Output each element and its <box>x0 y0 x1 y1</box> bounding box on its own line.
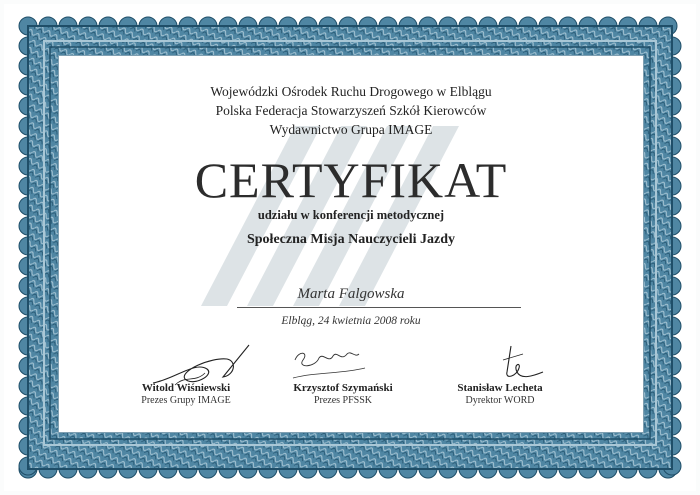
organizer-line-2: Polska Federacja Stowarzyszeń Szkół Kierowców <box>215 103 487 118</box>
recipient-underline <box>237 307 521 308</box>
signatory-3-role: Dyrektor WORD <box>465 395 535 406</box>
certificate-title: CERTYFIKAT <box>194 152 508 208</box>
conference-name: Społeczna Misja Nauczycieli Jazdy <box>246 232 456 247</box>
place-and-date: Elbląg, 24 kwietnia 2008 roku <box>281 315 421 327</box>
organizer-line-1: Wojewódzki Ośrodek Ruchu Drogowego w Elblągu <box>210 84 492 99</box>
signatory-1 <box>101 382 271 406</box>
signatory-1-role: Prezes Grupy IMAGE <box>141 395 231 406</box>
organizer-line-3: Wydawnictwo Grupa IMAGE <box>269 122 433 137</box>
signatory-2 <box>258 382 428 406</box>
signatory-2-name: Krzysztof Szymański <box>293 382 393 394</box>
signature-2 <box>285 342 375 386</box>
signatory-3 <box>415 382 585 406</box>
certificate-subtitle: udziału w konferencji metodycznej <box>257 208 445 222</box>
signatory-3-name: Stanisław Lecheta <box>457 382 543 394</box>
signatory-2-role: Prezes PFSSK <box>313 395 373 406</box>
signatory-1-name: Witold Wiśniewski <box>141 382 231 394</box>
certificate-panel <box>58 55 644 433</box>
recipient-name: Marta Falgowska <box>297 286 405 302</box>
